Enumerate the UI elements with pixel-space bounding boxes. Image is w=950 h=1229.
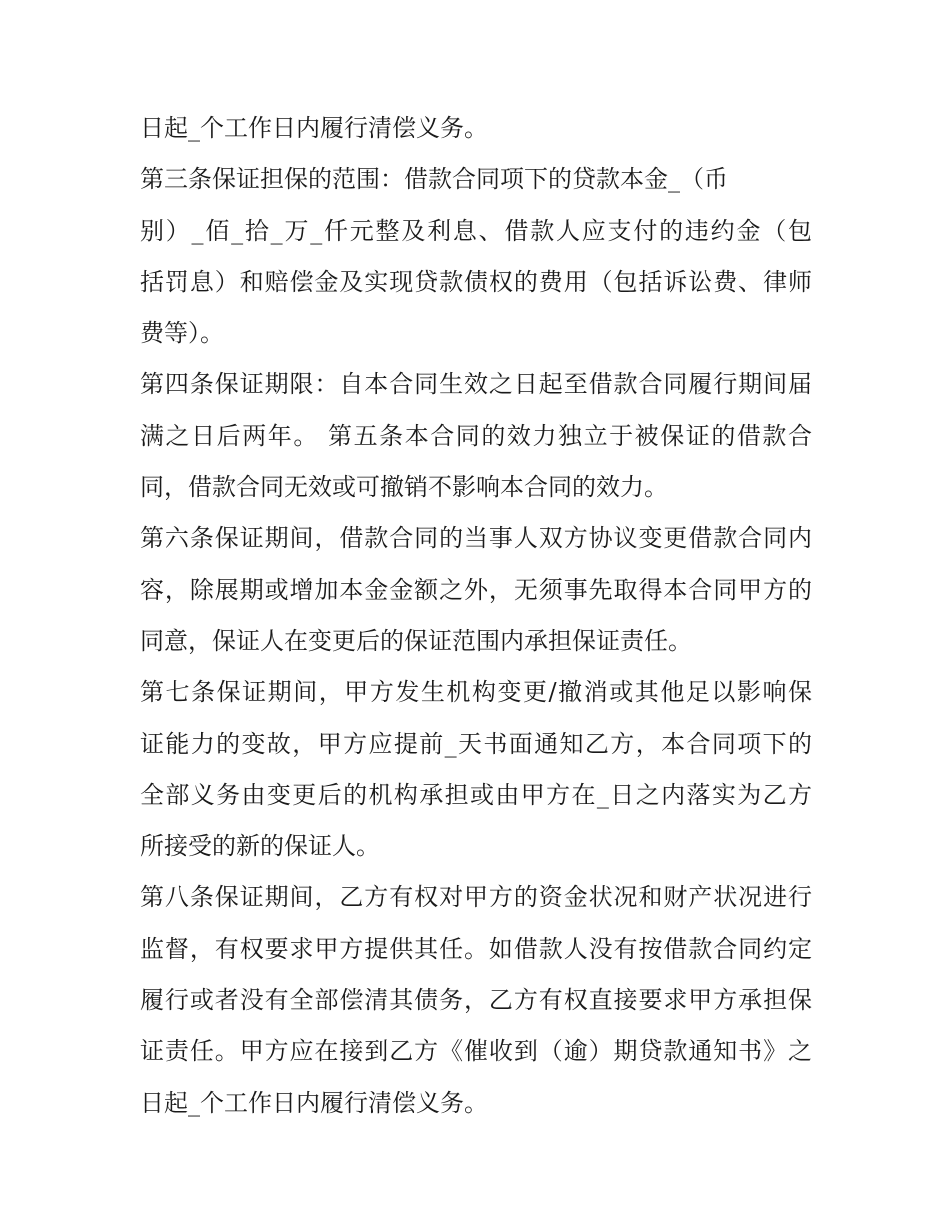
text-line-13: 证能力的变故，甲方应提前_天书面通知乙方，本合同项下的 [140, 729, 812, 758]
text-line-17: 监督，有权要求甲方提供其任。如借款人没有按借款合同约定 [140, 934, 812, 963]
text-line-1: 日起_个工作日内履行清偿义务。 [140, 114, 488, 142]
text-line-4: 括罚息）和赔偿金及实现贷款债权的费用（包括诉讼费、律师 [140, 267, 812, 296]
text-line-10: 容，除展期或增加本金金额之外，无须事先取得本合同甲方的 [140, 575, 812, 604]
text-line-7: 满之日后两年。 第五条本合同的效力独立于被保证的借款合 [140, 421, 812, 450]
text-line-15: 所接受的新的保证人。 [140, 832, 380, 861]
text-line-3: 别）_佰_拾_万_仟元整及利息、借款人应支付的违约金（包 [140, 216, 812, 245]
text-line-16: 第八条保证期间，乙方有权对甲方的资金状况和财产状况进行 [140, 883, 812, 912]
text-line-12: 第七条保证期间，甲方发生机构变更/撤消或其他足以影响保 [140, 678, 812, 707]
text-line-18: 履行或者没有全部偿清其债务，乙方有权直接要求甲方承担保 [140, 986, 812, 1015]
text-line-14: 全部义务由变更后的机构承担或由甲方在_日之内落实为乙方 [140, 780, 812, 809]
document-body [140, 103, 812, 1129]
text-line-2: 第三条保证担保的范围：借款合同项下的贷款本金_（币 [140, 165, 728, 194]
text-line-11: 同意，保证人在变更后的保证范围内承担保证责任。 [140, 626, 692, 655]
text-line-8: 同，借款合同无效或可撤销不影响本合同的效力。 [140, 473, 668, 502]
text-line-20: 日起_个工作日内履行清偿义务。 [140, 1088, 488, 1117]
text-line-5: 费等）。 [140, 319, 224, 348]
text-line-9: 第六条保证期间，借款合同的当事人双方协议变更借款合同内 [140, 524, 812, 553]
text-line-19: 证责任。甲方应在接到乙方《催收到（逾）期贷款通知书》之 [140, 1037, 812, 1066]
text-line-6: 第四条保证期限：自本合同生效之日起至借款合同履行期间届 [140, 370, 812, 399]
